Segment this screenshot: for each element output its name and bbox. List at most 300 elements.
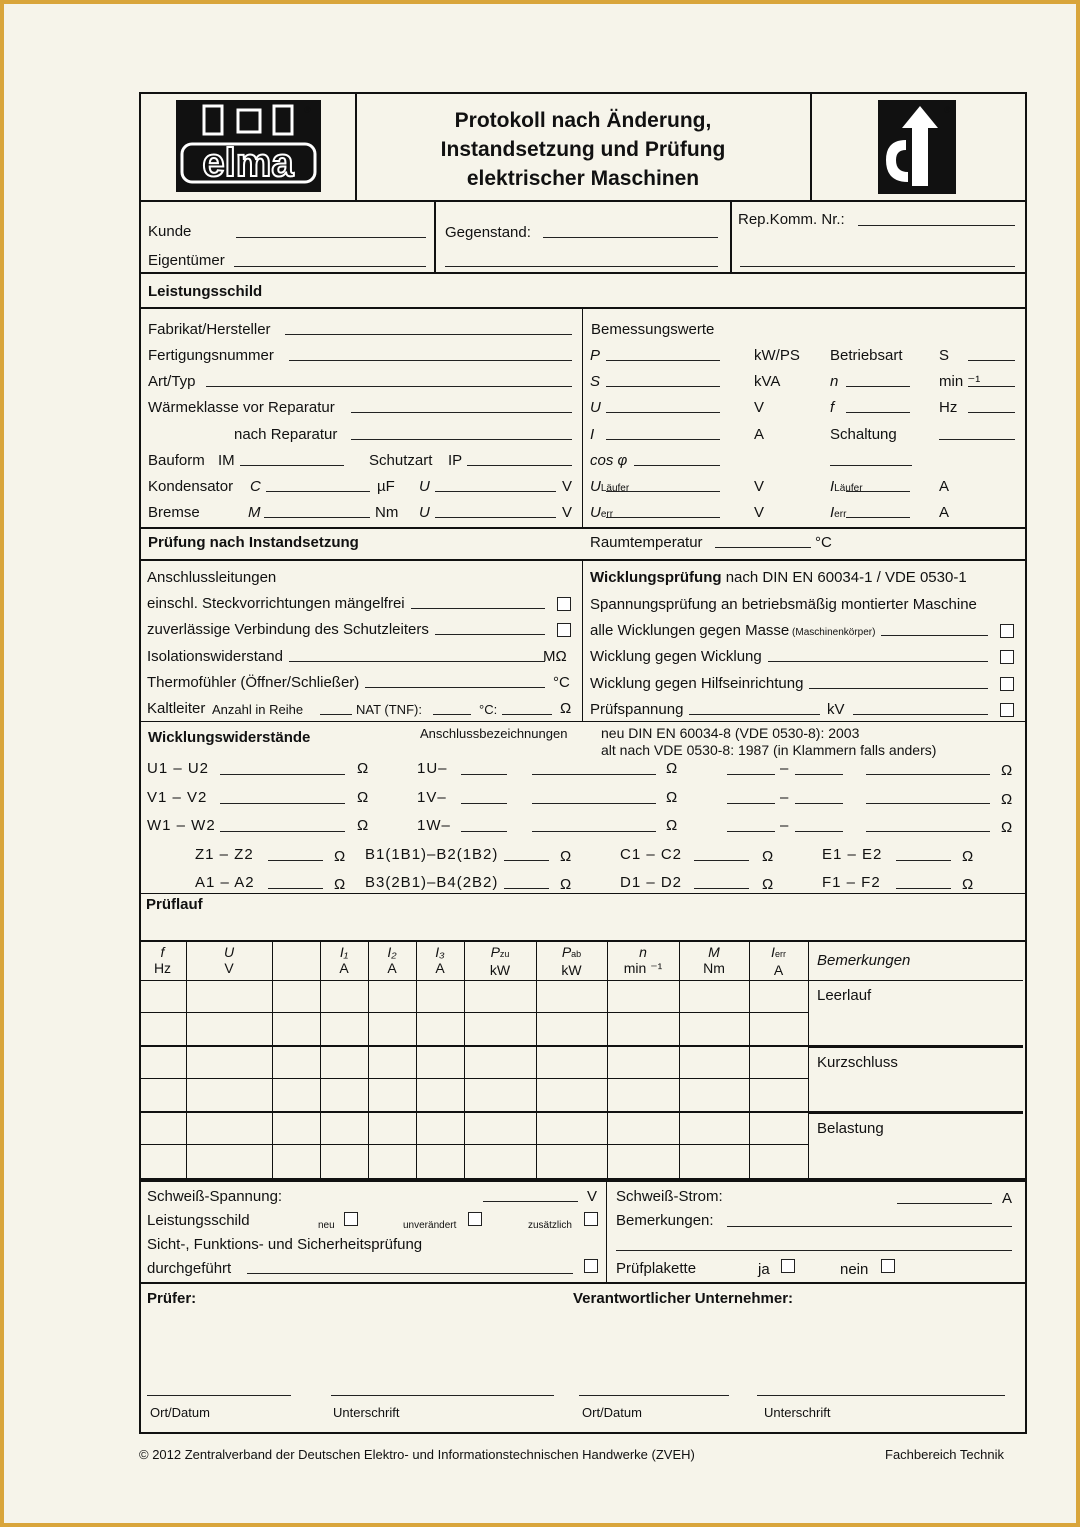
winding-label-new: 1U– xyxy=(417,760,448,777)
winding-label: W1 – W2 xyxy=(147,817,216,834)
winding-new-field[interactable] xyxy=(461,831,507,832)
winding-field[interactable] xyxy=(220,774,345,775)
v-unit: V xyxy=(562,504,573,521)
table-row-line xyxy=(808,980,1023,981)
pruefung-left-field[interactable] xyxy=(289,661,545,662)
kondensator-label: Kondensator xyxy=(148,478,234,495)
divider xyxy=(810,92,812,200)
winding-old-field-2[interactable] xyxy=(795,831,843,832)
fabrikat-field[interactable] xyxy=(285,334,572,335)
winding-old-field-2[interactable] xyxy=(795,774,843,775)
prueflauf-group-label: Kurzschluss xyxy=(817,1053,898,1071)
ohm-unit: Ω xyxy=(334,848,346,865)
neu-label: neu xyxy=(318,1220,335,1231)
schweiss-spannung-field[interactable] xyxy=(483,1201,578,1202)
im-label: IM xyxy=(218,452,235,469)
anschluss-label: Anschlussbezeichnungen xyxy=(420,726,568,741)
bemessung-unit-2: S xyxy=(939,347,950,364)
v-unit: V xyxy=(587,1188,598,1205)
raumtemperatur-field[interactable] xyxy=(715,547,811,548)
divider xyxy=(139,200,1025,202)
bemessung-field[interactable] xyxy=(606,412,720,413)
table-col-line xyxy=(808,940,809,1178)
pruefung-unit: MΩ xyxy=(543,647,567,665)
table-row-line xyxy=(139,1178,1025,1180)
waermeklasse-label: Wärmeklasse vor Reparatur xyxy=(148,399,335,416)
winding-new-field[interactable] xyxy=(461,803,507,804)
prueflauf-group-label: Belastung xyxy=(817,1120,884,1137)
pruefung-left-label: einschl. Steckvorrichtungen mängelfrei xyxy=(147,595,405,613)
dash: – xyxy=(780,788,789,806)
bemessung-field-2[interactable] xyxy=(846,386,910,387)
nach-reparatur-label: nach Reparatur xyxy=(234,426,338,443)
schweiss-spannung-label: Schweiß-Spannung: xyxy=(147,1188,283,1205)
gegenstand-label: Gegenstand: xyxy=(445,224,531,241)
column-symbol: f xyxy=(160,944,165,960)
column-symbol: I₂ xyxy=(387,944,397,960)
bemerkungen-field[interactable] xyxy=(727,1226,1012,1227)
bemessung-symbol: S xyxy=(590,373,601,391)
section-wicklungswiderstaende: Wicklungswiderstände xyxy=(148,729,311,746)
pruefung-left-field[interactable] xyxy=(365,687,545,688)
bemessung-field[interactable] xyxy=(606,360,720,361)
wicklungspruefung-norm: nach DIN EN 60034-1 / VDE 0530-1 xyxy=(725,569,967,586)
ip-label: IP xyxy=(448,452,463,469)
column-symbol: U xyxy=(223,944,235,960)
pruefer-unterschrift-field[interactable] xyxy=(331,1395,554,1396)
kondensator-c-field[interactable] xyxy=(266,491,370,492)
winding-label-new: 1V– xyxy=(417,788,447,806)
table-header xyxy=(679,944,749,976)
u-symbol: U xyxy=(419,478,430,495)
ohm-unit: Ω xyxy=(357,788,369,806)
art-typ-field[interactable] xyxy=(206,386,572,387)
bemessung-unit: V xyxy=(754,399,765,417)
unternehmer-ort-datum-field[interactable] xyxy=(579,1395,729,1396)
table-col-line xyxy=(272,940,273,1178)
table-header xyxy=(536,944,607,978)
kunde-label: Kunde xyxy=(148,223,192,240)
winding-pair-label: D1 – D2 xyxy=(620,874,683,891)
bemessung-symbol-2: Schaltung xyxy=(830,425,897,443)
column-unit: kW xyxy=(561,962,582,978)
table-header xyxy=(186,944,272,976)
bemessung-field-3[interactable] xyxy=(968,360,1015,361)
bemessung-symbol: I xyxy=(590,425,595,443)
u-symbol: U xyxy=(419,504,430,521)
ohm-unit: Ω xyxy=(666,788,678,806)
symbol-subscript: Läufer xyxy=(600,483,630,494)
symbol-subscript: ab xyxy=(571,949,582,959)
column-symbol: M xyxy=(708,944,720,960)
winding-pair-field[interactable] xyxy=(694,888,749,889)
bemessung-unit: V xyxy=(754,478,765,495)
ja-checkbox[interactable] xyxy=(781,1259,795,1273)
pruefer-label: Prüfer: xyxy=(147,1290,197,1307)
bemessung-field[interactable] xyxy=(606,491,720,492)
zusaetzlich-label: zusätzlich xyxy=(528,1220,572,1231)
pruefung-left-label: Thermofühler (Öffner/Schließer) xyxy=(147,673,360,691)
winding-pair-label: B3(2B1)–B4(2B2) xyxy=(365,874,499,891)
winding-new-value-field[interactable] xyxy=(532,831,656,832)
ohm-unit: Ω xyxy=(666,760,678,777)
pruefung-checkbox[interactable] xyxy=(1000,677,1014,691)
winding-label: V1 – V2 xyxy=(147,788,208,806)
prueflauf-group-label: Leerlauf xyxy=(817,987,872,1004)
verantwortlich-label: Verantwortlicher Unternehmer: xyxy=(573,1290,794,1307)
bemessung-field-2[interactable] xyxy=(846,491,910,492)
bemessung-symbol: U xyxy=(590,399,601,417)
pruefung-right-label: Spannungsprüfung an betriebsmäßig montierter Maschine xyxy=(590,596,977,613)
table-header xyxy=(607,944,679,976)
bemessung-field[interactable] xyxy=(606,386,720,387)
column-unit: A xyxy=(387,960,397,976)
winding-pair-label: C1 – C2 xyxy=(620,846,683,863)
wicklungspruefung-title: Wicklungsprüfung xyxy=(590,569,722,586)
winding-pair-field[interactable] xyxy=(694,860,749,861)
bremse-u-field[interactable] xyxy=(435,517,556,518)
fertigungsnummer-label: Fertigungsnummer xyxy=(148,347,274,364)
ohm-unit: Ω xyxy=(962,876,974,893)
column-unit: A xyxy=(773,962,784,978)
schweiss-strom-field[interactable] xyxy=(897,1203,992,1204)
nein-checkbox[interactable] xyxy=(881,1259,895,1273)
symbol-subscript: zu xyxy=(499,949,510,959)
section-pruefung: Prüfung nach Instandsetzung xyxy=(148,534,359,551)
copyright: © 2012 Zentralverband der Deutschen Elektro- und Informationstechnischen Handwerke (ZVEH) xyxy=(139,1447,695,1462)
uf-unit: µF xyxy=(377,478,395,495)
ohm-unit: Ω xyxy=(1001,790,1013,808)
divider xyxy=(139,272,1025,274)
ohm-unit: Ω xyxy=(560,700,572,717)
winding-pair-label: A1 – A2 xyxy=(195,874,255,891)
table-header xyxy=(139,944,186,976)
column-symbol: I₁ xyxy=(339,944,349,960)
celsius-unit: °C xyxy=(815,534,832,551)
bremse-label: Bremse xyxy=(148,504,200,521)
bemerkungen-label: Bemerkungen: xyxy=(616,1212,714,1229)
bemessung-unit: V xyxy=(754,504,765,522)
durchgefuehrt-field[interactable] xyxy=(247,1273,573,1274)
v-unit: V xyxy=(562,478,573,495)
fabrikat-label: Fabrikat/Hersteller xyxy=(148,321,271,338)
divider xyxy=(139,893,1025,894)
bemerkungen-header: Bemerkungen xyxy=(817,952,911,969)
ort-datum-label: Ort/Datum xyxy=(582,1405,642,1420)
bemerkungen-field-2[interactable] xyxy=(616,1250,1012,1251)
winding-pair-field[interactable] xyxy=(896,888,951,889)
section-leistungsschild: Leistungsschild xyxy=(148,283,263,300)
winding-label-new: 1W– xyxy=(417,817,451,834)
winding-old-value-field[interactable] xyxy=(866,774,990,775)
symbol-subscript: err xyxy=(834,509,847,521)
form-outer-border xyxy=(139,92,1027,1434)
elma-logo xyxy=(176,100,321,192)
pruefung-left-label: zuverlässige Verbindung des Schutzleiters xyxy=(147,621,429,639)
bemessung-unit-2: A xyxy=(939,504,950,522)
winding-old-field[interactable] xyxy=(727,774,775,775)
pruefspannung-field[interactable] xyxy=(689,714,820,715)
gegenstand-field[interactable] xyxy=(543,237,718,238)
nm-unit: Nm xyxy=(375,504,399,521)
bemessungswerte-title: Bemessungswerte xyxy=(591,321,715,338)
divider xyxy=(139,1180,1025,1182)
winding-pair-field[interactable] xyxy=(268,860,323,861)
pruefung-checkbox[interactable] xyxy=(557,623,571,637)
rep-komm-label: Rep.Komm. Nr.: xyxy=(738,211,845,228)
divider xyxy=(606,1180,607,1282)
winding-label: U1 – U2 xyxy=(147,760,210,777)
nat-label: NAT (TNF): xyxy=(356,702,422,717)
waermeklasse-vor-field[interactable] xyxy=(351,412,572,413)
winding-field[interactable] xyxy=(220,803,345,804)
pruefung-left-label: Isolationswiderstand xyxy=(147,647,283,665)
pruefung-left-label: Anschlussleitungen xyxy=(147,569,277,586)
bemessung-unit: A xyxy=(754,425,765,443)
bemessung-symbol-2: ILäufer xyxy=(830,478,863,495)
column-symbol: Pab xyxy=(561,944,582,960)
table-row-line xyxy=(139,940,1025,942)
nein-label: nein xyxy=(840,1261,869,1278)
column-unit: V xyxy=(224,960,234,976)
pruefung-right-label: Wicklung gegen Wicklung xyxy=(590,648,762,666)
unveraendert-checkbox[interactable] xyxy=(468,1212,482,1226)
winding-pair-field[interactable] xyxy=(504,888,549,889)
bemessung-symbol-2: Ierr xyxy=(830,504,847,522)
bemessung-unit: kVA xyxy=(754,373,781,391)
durchgefuehrt-checkbox[interactable] xyxy=(584,1259,598,1273)
winding-pair-label: E1 – E2 xyxy=(822,846,883,863)
section-prueflauf: Prüflauf xyxy=(146,896,203,913)
schutzart-field[interactable] xyxy=(467,465,572,466)
dash: – xyxy=(780,760,789,777)
unterschrift-label: Unterschrift xyxy=(764,1405,831,1420)
table-header xyxy=(320,944,368,976)
ohm-unit: Ω xyxy=(560,848,572,865)
table-header xyxy=(416,944,464,976)
a-unit: A xyxy=(1002,1190,1013,1207)
nat-field[interactable] xyxy=(433,714,471,715)
waermeklasse-nach-field[interactable] xyxy=(351,439,572,440)
divider xyxy=(139,721,1025,722)
anzahl-field[interactable] xyxy=(320,714,352,715)
deg-label: °C: xyxy=(479,702,498,717)
ort-datum-label: Ort/Datum xyxy=(150,1405,210,1420)
ja-label: ja xyxy=(758,1261,770,1278)
pruefung-right-label: alle Wicklungen gegen Masse (Maschinenkörper) xyxy=(590,622,876,640)
art-typ-label: Art/Typ xyxy=(148,373,196,390)
kv-unit: kV xyxy=(827,700,845,718)
gegenstand-field-2[interactable] xyxy=(445,266,718,267)
column-symbol: Pzu xyxy=(490,944,510,960)
rep-komm-field-2[interactable] xyxy=(740,266,1015,267)
column-unit: Nm xyxy=(703,960,725,976)
svg-text:elma: elma xyxy=(202,141,294,185)
column-unit: A xyxy=(339,960,349,976)
ohm-unit: Ω xyxy=(334,876,346,893)
table-header xyxy=(368,944,416,976)
bemessung-field-3[interactable] xyxy=(830,465,912,466)
winding-old-field-2[interactable] xyxy=(795,803,843,804)
rep-komm-field[interactable] xyxy=(858,225,1015,226)
bemessung-symbol: ULäufer xyxy=(590,478,630,495)
small-note: (Maschinenkörper) xyxy=(789,627,876,639)
winding-pair-field[interactable] xyxy=(896,860,951,861)
winding-pair-field[interactable] xyxy=(268,888,323,889)
pruefung-checkbox[interactable] xyxy=(1000,624,1014,638)
pruefspannung-field-2[interactable] xyxy=(853,714,988,715)
unternehmer-unterschrift-field[interactable] xyxy=(757,1395,1005,1396)
bemessung-field-2[interactable] xyxy=(846,412,910,413)
winding-field[interactable] xyxy=(220,831,345,832)
bauform-field[interactable] xyxy=(240,465,344,466)
bemessung-field[interactable] xyxy=(606,517,720,518)
kunde-field[interactable] xyxy=(236,237,426,238)
dash: – xyxy=(780,817,789,834)
zusaetzlich-checkbox[interactable] xyxy=(584,1212,598,1226)
divider xyxy=(139,1282,1025,1284)
bemessung-unit: kW/PS xyxy=(754,347,800,364)
pruefung-right-field[interactable] xyxy=(768,661,988,662)
winding-pair-label: B1(1B1)–B2(1B2) xyxy=(365,846,499,863)
eigentuemer-label: Eigentümer xyxy=(148,252,225,269)
pruefung-right-field[interactable] xyxy=(881,635,988,636)
bemessung-field-3[interactable] xyxy=(968,386,1015,387)
ohm-unit: Ω xyxy=(1001,819,1013,836)
bemessung-unit-2: Hz xyxy=(939,399,958,417)
table-row-line xyxy=(139,1078,808,1079)
symbol-subscript: Läufer xyxy=(834,483,863,494)
pruefung-unit: °C xyxy=(553,673,570,691)
column-symbol: I₃ xyxy=(435,944,445,960)
ohm-unit: Ω xyxy=(762,876,774,893)
bemessung-unit-2: A xyxy=(939,478,950,495)
winding-old-field[interactable] xyxy=(727,803,775,804)
winding-new-value-field[interactable] xyxy=(532,803,656,804)
registered-mark: ® xyxy=(944,105,951,115)
symbol-subscript: err xyxy=(600,509,614,521)
bemessung-symbol: Uerr xyxy=(590,504,614,522)
kaltleiter-label: Kaltleiter xyxy=(147,700,206,717)
bremse-m-field[interactable] xyxy=(264,517,370,518)
table-row-line xyxy=(808,1111,1023,1114)
column-symbol: Ierr xyxy=(771,944,786,960)
pruefung-checkbox[interactable] xyxy=(1000,703,1014,717)
column-unit: kW xyxy=(489,962,511,978)
kondensator-u-field[interactable] xyxy=(435,491,556,492)
table-row-line xyxy=(139,1045,808,1047)
bemessung-symbol: P xyxy=(590,347,601,364)
schutzart-label: Schutzart xyxy=(369,452,433,469)
bemessung-unit-2: min ⁻¹ xyxy=(939,373,981,391)
c-symbol: C xyxy=(250,478,261,495)
pruefung-right-label: Prüfspannung xyxy=(590,700,684,718)
unterschrift-label: Unterschrift xyxy=(333,1405,400,1420)
pruefung-left-field[interactable] xyxy=(435,634,545,635)
schweiss-strom-label: Schweiß-Strom: xyxy=(616,1188,723,1205)
ohm-unit: Ω xyxy=(666,817,678,834)
sicht-label: Sicht-, Funktions- und Sicherheitsprüfung xyxy=(147,1236,423,1253)
fachbereich: Fachbereich Technik xyxy=(885,1447,1004,1462)
pruefung-right-field[interactable] xyxy=(809,688,988,689)
pruefung-right-label: Wicklung gegen Hilfseinrichtung xyxy=(590,674,804,692)
column-unit: A xyxy=(435,960,445,976)
bemessung-symbol-2: n xyxy=(830,373,839,391)
symbol-subscript: err xyxy=(774,949,786,959)
divider xyxy=(730,200,732,272)
norm-alt: alt nach VDE 0530-8: 1987 (in Klammern falls anders) xyxy=(601,742,937,758)
kaltleiter-field[interactable] xyxy=(502,714,552,715)
bemessung-field-2[interactable] xyxy=(846,517,910,518)
ohm-unit: Ω xyxy=(560,876,572,893)
divider xyxy=(434,200,436,272)
norm-neu: neu DIN EN 60034-8 (VDE 0530-8): 2003 xyxy=(601,725,860,741)
m-symbol: M xyxy=(248,504,261,521)
winding-new-value-field[interactable] xyxy=(532,774,656,775)
anzahl-label: Anzahl in Reihe xyxy=(212,702,304,717)
bemessung-field[interactable] xyxy=(606,439,720,440)
bauform-label: Bauform xyxy=(148,452,205,469)
table-row-line xyxy=(139,1012,808,1013)
bemessung-field[interactable] xyxy=(634,465,720,466)
ohm-unit: Ω xyxy=(962,848,974,865)
winding-pair-field[interactable] xyxy=(504,860,549,861)
bemessung-symbol: cos φ xyxy=(590,451,628,469)
table-header xyxy=(749,944,808,978)
bemessung-field-3[interactable] xyxy=(939,439,1015,440)
raumtemperatur-label: Raumtemperatur xyxy=(590,534,703,551)
winding-old-value-field[interactable] xyxy=(866,803,990,804)
table-row-line xyxy=(139,1144,808,1145)
table-row-line xyxy=(139,1111,808,1113)
bemessung-field-3[interactable] xyxy=(968,412,1015,413)
durchgefuehrt-label: durchgeführt xyxy=(147,1260,232,1277)
pruefung-checkbox[interactable] xyxy=(1000,650,1014,664)
divider xyxy=(582,559,583,721)
pruefplakette-label: Prüfplakette xyxy=(616,1260,697,1277)
leistungsschild-label: Leistungsschild xyxy=(147,1212,250,1229)
winding-pair-label: F1 – F2 xyxy=(822,874,881,891)
winding-pair-label: Z1 – Z2 xyxy=(195,846,254,863)
winding-old-value-field[interactable] xyxy=(866,831,990,832)
registered-mark: ® xyxy=(304,105,311,115)
table-row-line xyxy=(808,1045,1023,1048)
divider xyxy=(139,527,1025,529)
table-header xyxy=(464,944,536,978)
column-symbol: n xyxy=(639,944,647,960)
bemessung-symbol-2: Betriebsart xyxy=(830,347,903,364)
ohm-unit: Ω xyxy=(357,760,369,777)
bemessung-symbol-2: f xyxy=(830,399,835,417)
winding-new-field[interactable] xyxy=(461,774,507,775)
winding-old-field[interactable] xyxy=(727,831,775,832)
eigentuemer-field[interactable] xyxy=(234,266,426,267)
table-row-line xyxy=(139,980,808,981)
neu-checkbox[interactable] xyxy=(344,1212,358,1226)
column-unit: Hz xyxy=(153,960,172,976)
form-title: Protokoll nach Änderung, Instandsetzung und Prüfung elektrischer Maschinen xyxy=(440,109,726,190)
unveraendert-label: unverändert xyxy=(403,1220,457,1231)
fertigungsnummer-field[interactable] xyxy=(289,360,572,361)
divider xyxy=(582,307,583,527)
pruefer-ort-datum-field[interactable] xyxy=(147,1395,291,1396)
pruefung-left-field[interactable] xyxy=(411,608,545,609)
ohm-unit: Ω xyxy=(1001,762,1013,779)
ohm-unit: Ω xyxy=(357,817,369,834)
column-unit: min ⁻¹ xyxy=(623,960,663,976)
pruefung-checkbox[interactable] xyxy=(557,597,571,611)
ohm-unit: Ω xyxy=(762,848,774,865)
